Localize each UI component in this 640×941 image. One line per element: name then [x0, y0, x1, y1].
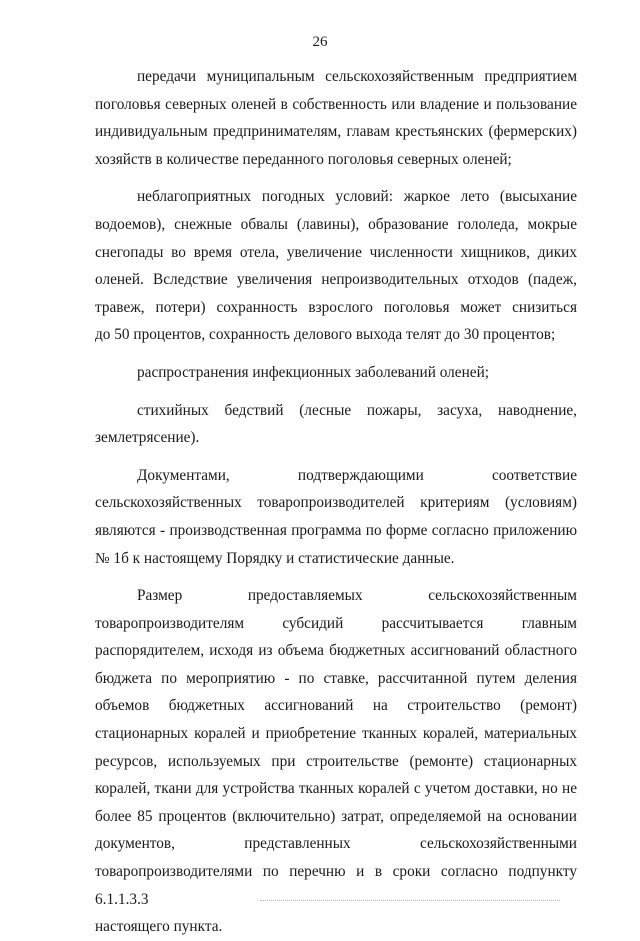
text-line: до 50 процентов, сохранность делового выхода телят до 30 процентов;	[95, 326, 556, 344]
text-line: неблагоприятных погодных условий: жаркое лето (высыхание	[137, 188, 577, 206]
text-line: передачи муниципальным сельскохозяйственным предприятием	[137, 68, 577, 85]
text-line: являются - производственная программа по форме согласно приложению	[95, 521, 577, 539]
text-line: водоемов), снежные обвалы (лавины), образование гололеда, мокрые	[95, 215, 577, 233]
text-line: хозяйств в количестве переданного поголовья северных оленей;	[95, 150, 512, 168]
text-line: Документами, подтверждающими соответствие	[137, 466, 577, 484]
text-line: стационарных коралей и приобретение тканных коралей, материальных	[95, 725, 577, 743]
text-line: распорядителем, исходя из объема бюджетных ассигнований областного	[95, 642, 577, 660]
text-line: настоящего пункта.	[95, 918, 223, 936]
text-line: распространения инфекционных заболеваний оленей;	[137, 363, 490, 381]
document-body	[95, 63, 577, 941]
text-line: землетрясение).	[95, 429, 200, 447]
text-line: коралей, ткани для устройства тканных коралей с учетом доставки, но не	[95, 780, 577, 798]
text-line: документов, представленных сельскохозяйственными	[95, 835, 577, 853]
text-line: товаропроизводителями по перечню и в сроки согласно подпункту 6.1.1.3.3	[95, 863, 577, 908]
text-line: ресурсов, используемых при строительстве (ремонте) стационарных	[95, 752, 577, 770]
text-line: травеж, потери) сохранность взрослого поголовья может снизиться	[95, 298, 577, 316]
text-line: сельскохозяйственных товаропроизводителей критериям (условиям)	[95, 494, 577, 512]
page-number: 26	[312, 34, 328, 50]
text-line: товаропроизводителям субсидий рассчитывается главным	[95, 614, 577, 632]
text-line: оленей. Вследствие увеличения непроизводительных отходов (падеж,	[95, 271, 577, 289]
text-line: объемов бюджетных ассигнований на строительство (ремонт)	[95, 697, 577, 715]
text-line: стихийных бедствий (лесные пожары, засуха, наводнение,	[137, 401, 577, 419]
text-line: поголовья северных оленей в собственность или владение и пользование	[95, 95, 577, 113]
text-line: снегопады во время отела, увеличение численности хищников, диких	[95, 243, 577, 261]
footer-divider	[260, 900, 560, 901]
text-line: бюджета по мероприятию - по ставке, рассчитанной путем деления	[95, 669, 577, 687]
text-line: более 85 процентов (включительно) затрат, определяемой на основании	[95, 807, 577, 825]
text-line: № 1б к настоящему Порядку и статистические данные.	[95, 549, 455, 567]
text-line: индивидуальным предпринимателям, главам крестьянских (фермерских)	[95, 123, 577, 141]
text-line: Размер предоставляемых сельскохозяйственным	[137, 587, 577, 605]
